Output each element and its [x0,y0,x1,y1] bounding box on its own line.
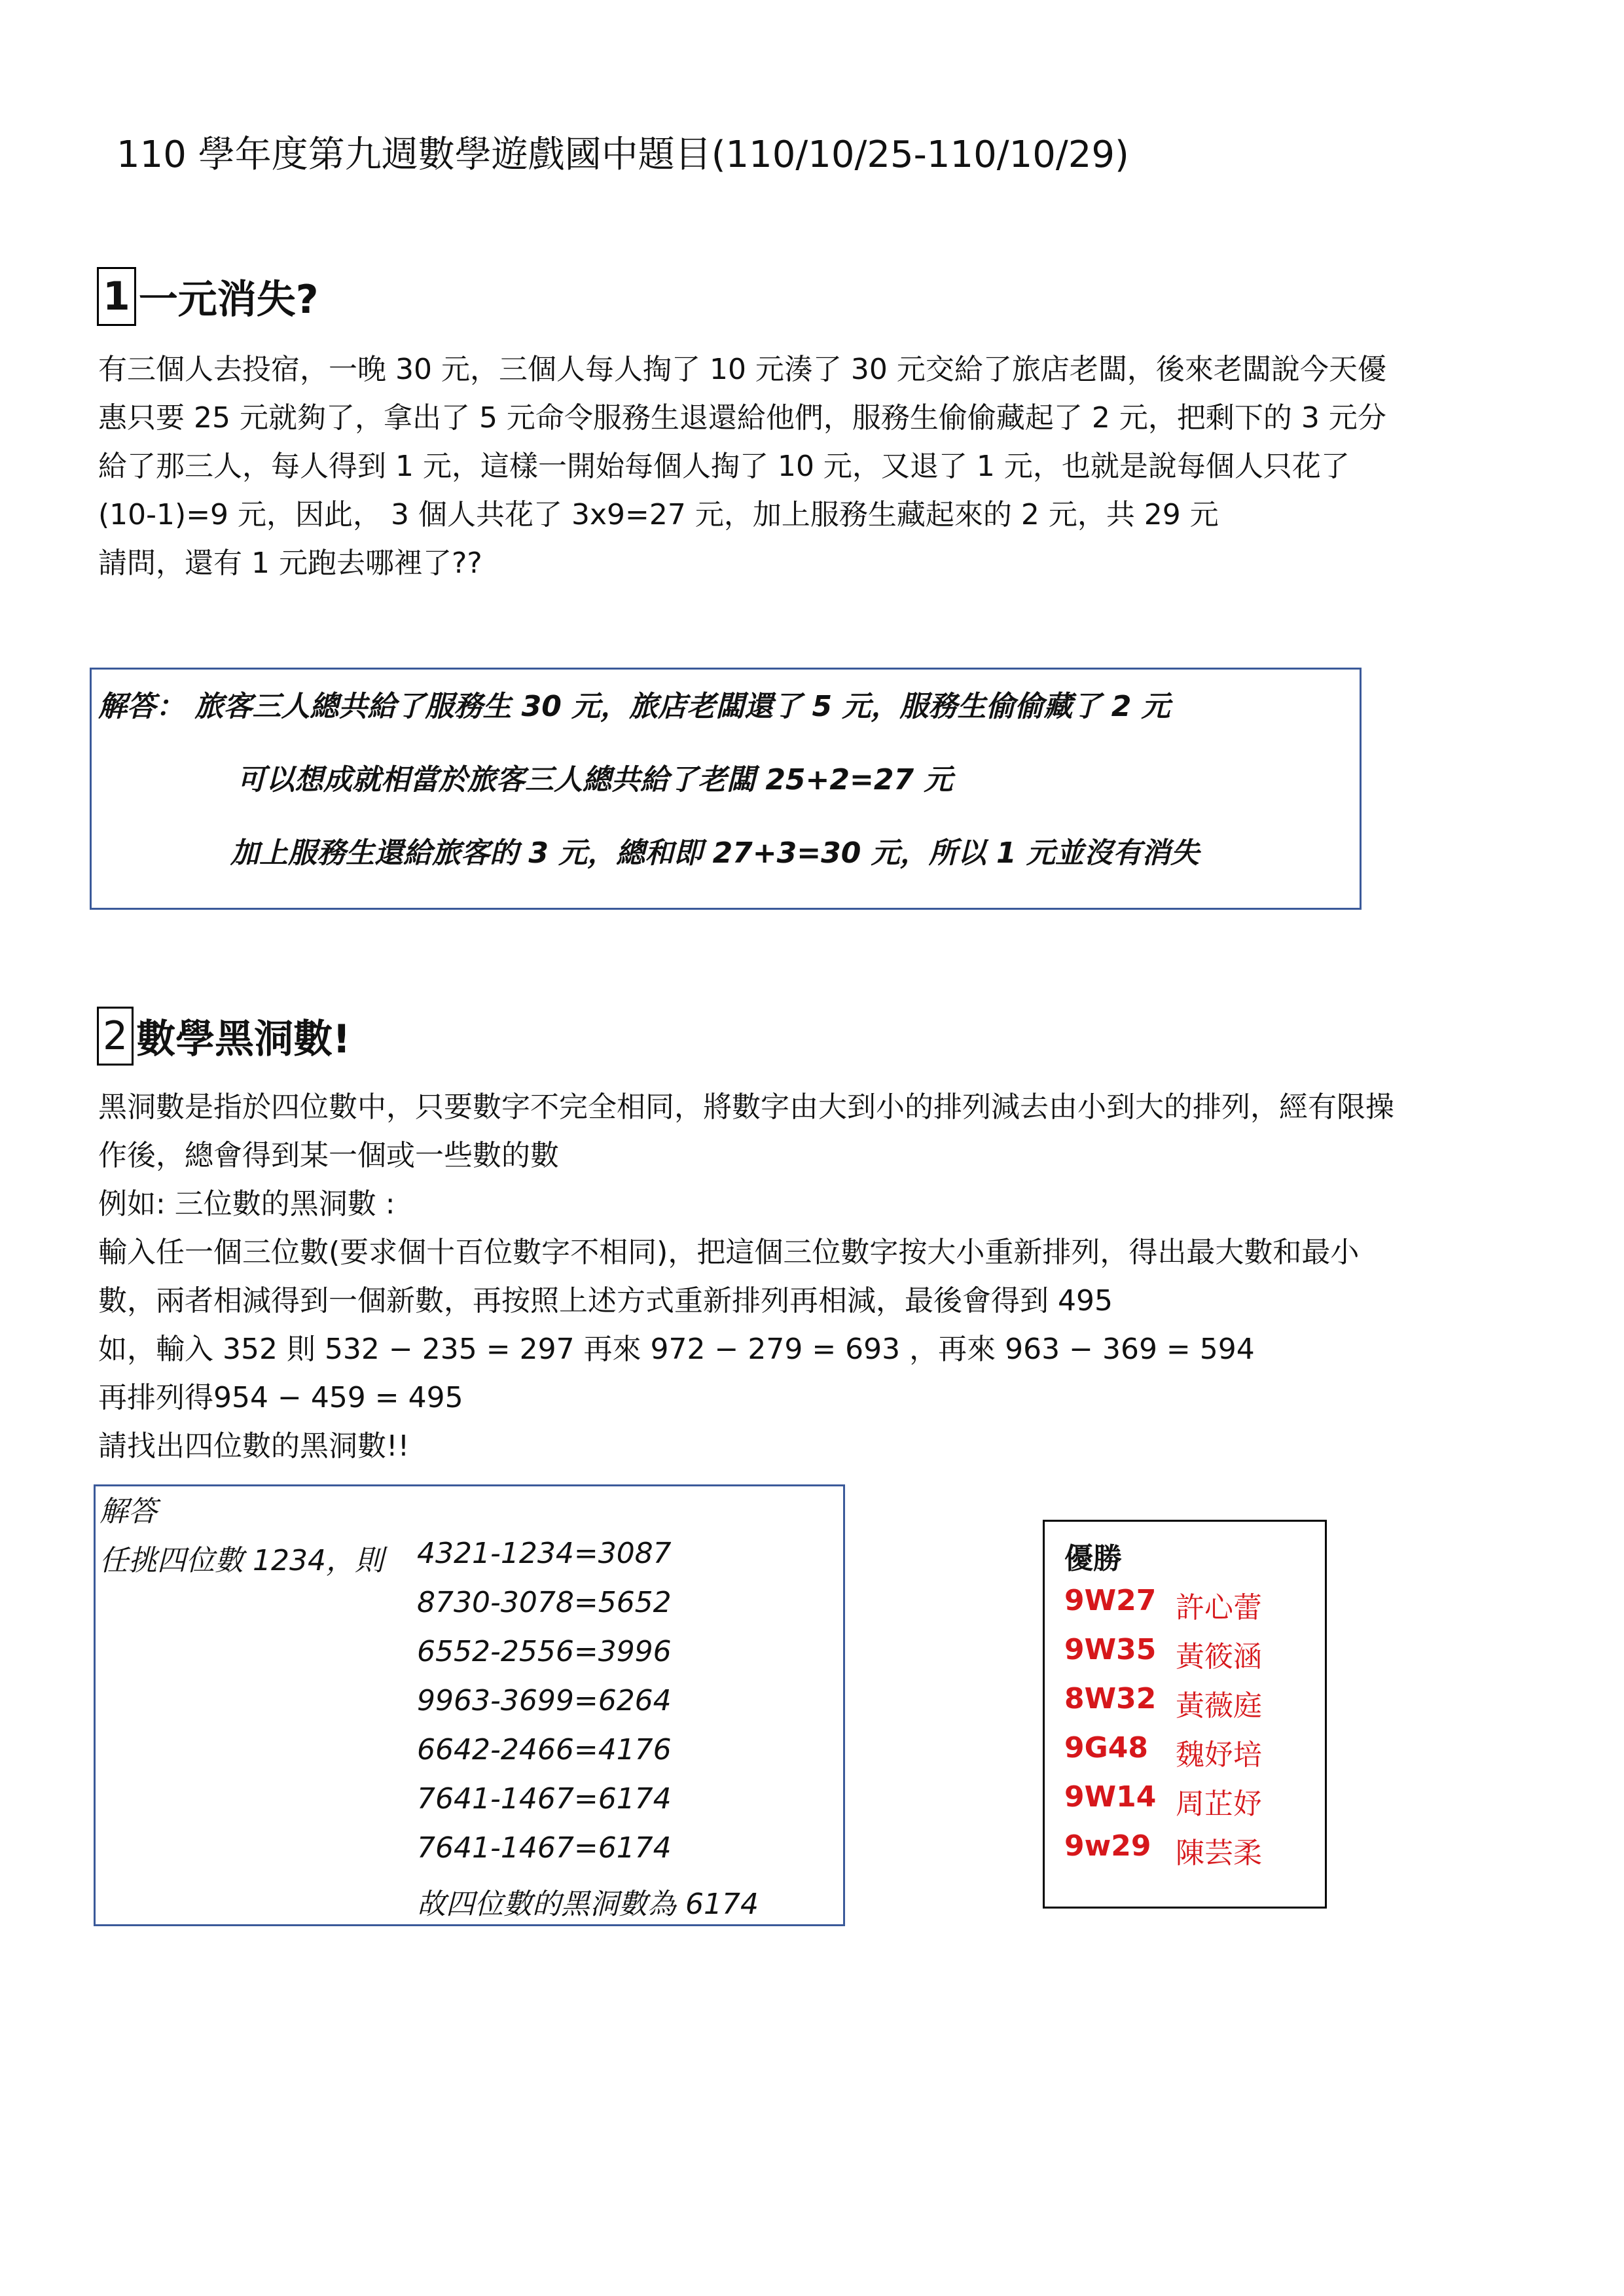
question-1-title: 一元消失? [138,277,319,323]
answer-step: 7641-1467=6174 [417,1831,672,1865]
winner-code: 9W14 [1064,1780,1157,1814]
question-2-line: 數，兩者相減得到一個新數，再按照上述方式重新排列再相減，最後會得到 495 [98,1284,1113,1318]
question-2-line: 黑洞數是指於四位數中，只要數字不完全相同，將數字由大到小的排列減去由小到大的排列，經有限操 [98,1090,1394,1124]
winner-name: 黃薇庭 [1176,1689,1262,1723]
question-1-answer-line: 可以想成就相當於旅客三人總共給了老闆 25+2=27 元 [237,763,953,797]
question-1-line: 惠只要 25 元就夠了，拿出了 5 元命令服務生退還給他們，服務生偷偷藏起了 2 元，把剩下的 3 元分 [98,401,1386,435]
answer-conclusion: 故四位數的黑洞數為 6174 [417,1888,759,1921]
question-2-answer-label: 解答 [99,1495,157,1528]
question-2-line: 再排列得954 − 459 = 495 [98,1381,463,1414]
answer-step: 9963-3699=6264 [417,1684,672,1717]
question-1-answer-line: 解答： 旅客三人總共給了服務生 30 元，旅店老闆還了 5 元，服務生偷偷藏了 2 元 [98,690,1170,723]
question-2-line: 請找出四位數的黑洞數!! [98,1429,410,1463]
answer-step: 4321-1234=3087 [417,1537,672,1570]
question-2-number: 2 [97,1007,134,1066]
question-2-line: 作後，總會得到某一個或一些數的數 [98,1139,559,1172]
question-1-answer-box [90,668,1362,910]
winner-item [1064,1780,1262,1822]
winner-name: 黃筱涵 [1176,1640,1262,1674]
question-1-line: (10-1)=9 元，因此， 3 個人共花了 3x9=27 元，加上服務生藏起來的 2 元，共 29 元 [98,498,1219,531]
winner-name: 陳芸柔 [1176,1837,1262,1870]
winner-name: 周芷妤 [1176,1787,1262,1821]
answer-step: 8730-3078=5652 [417,1586,672,1619]
winners-box [1043,1520,1327,1909]
question-2-title: 數學黑洞數! [136,1016,351,1062]
question-1-answer-line: 加上服務生還給旅客的 3 元，總和即 27+3=30 元，所以 1 元並沒有消失 [230,836,1199,870]
winner-code: 9w29 [1064,1829,1151,1863]
question-2-line: 如，輸入 352 則 532 − 235 = 297 再來 972 − 279 = 693 ，再來 963 − 369 = 594 [98,1333,1255,1366]
winner-name: 魏妤培 [1176,1738,1262,1772]
answer-step: 6642-2466=4176 [417,1733,672,1767]
winner-item [1064,1731,1262,1773]
question-2-answer-box [94,1484,845,1926]
winner-item [1064,1682,1262,1724]
winners-heading: 優勝 [1064,1542,1122,1575]
question-2-answer-prefix: 任挑四位數 1234，則 [99,1544,384,1577]
question-1-heading [97,267,319,326]
question-2-line: 輸入任一個三位數(要求個十百位數字不相同)，把這個三位數字按大小重新排列，得出最大數和最小 [98,1236,1360,1269]
question-1-body [98,346,1386,588]
winner-code: 9W35 [1064,1633,1157,1666]
winner-item [1064,1829,1262,1871]
answer-step: 6552-2556=3996 [417,1635,672,1668]
question-1-number: 1 [97,267,136,326]
winner-code: 8W32 [1064,1682,1157,1715]
question-2-line: 例如: 三位數的黑洞數 : [98,1187,395,1221]
question-2-body [98,1083,1394,1471]
winner-code: 9G48 [1064,1731,1148,1765]
question-2-heading [97,1007,351,1066]
page-title: 110 學年度第九週數學遊戲國中題目(110/10/25-110/10/29) [117,134,1129,176]
winner-name: 許心蕾 [1176,1591,1262,1624]
question-1-line: 給了那三人，每人得到 1 元，這樣一開始每個人掏了 10 元，又退了 1 元，也就是說每個人只花了 [98,450,1350,483]
winner-code: 9W27 [1064,1584,1157,1617]
question-1-line: 請問，還有 1 元跑去哪裡了?? [98,547,482,580]
answer-step: 7641-1467=6174 [417,1782,672,1816]
question-1-line: 有三個人去投宿，一晚 30 元，三個人每人掏了 10 元湊了 30 元交給了旅店老闆，後來老闆說今天優 [98,353,1386,386]
winner-item [1064,1633,1262,1675]
winner-item [1064,1584,1262,1626]
